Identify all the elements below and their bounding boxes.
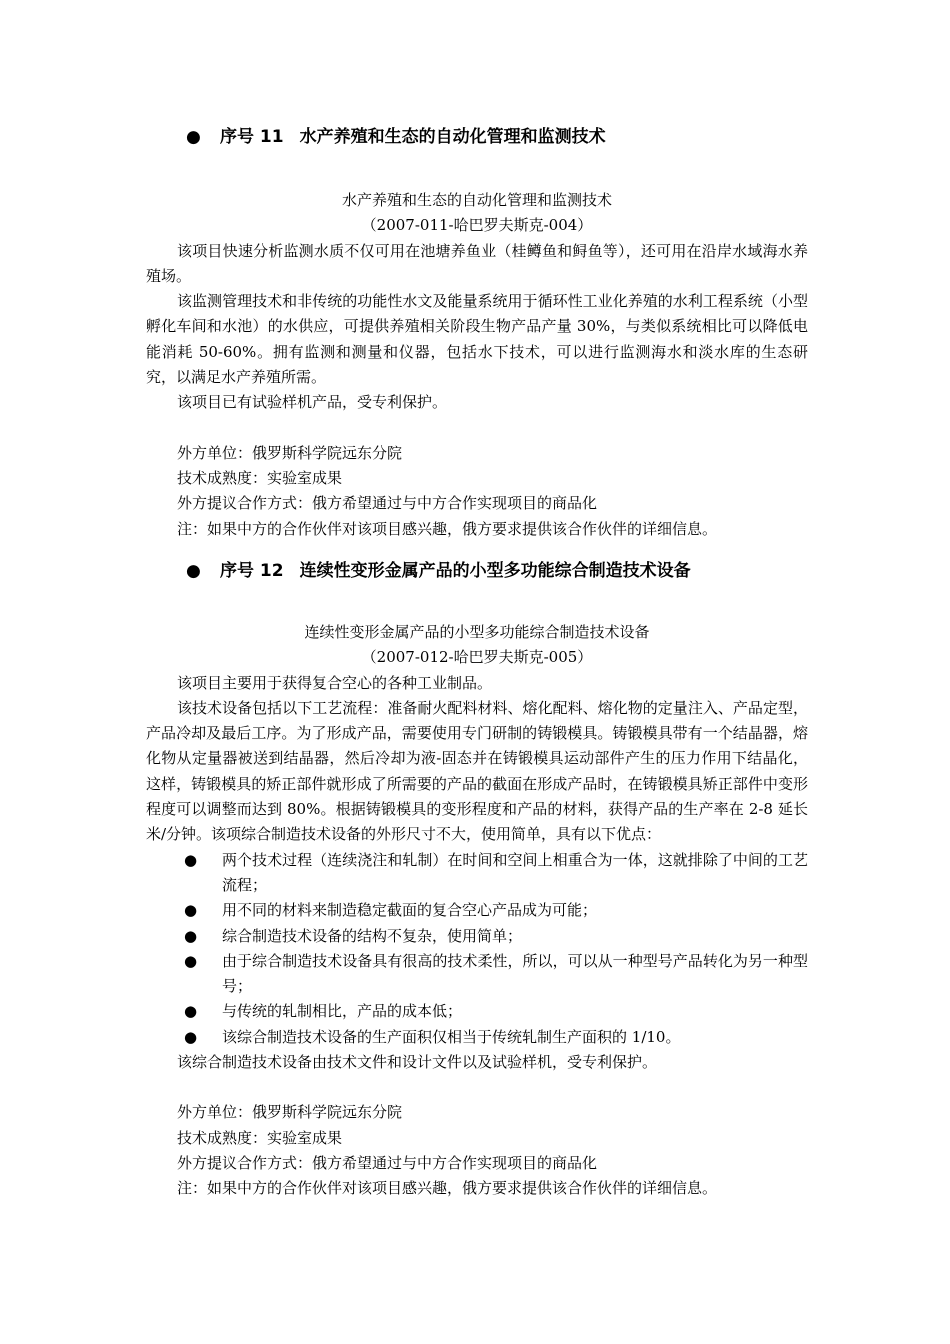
list-item-text: 与传统的轧制相比，产品的成本低； (222, 1002, 463, 1021)
paragraph: 该监测管理技术和非传统的功能性水文及能量系统用于循环性工业化养殖的水利工程系统（小型孵化车间和水池）的水供应，可提供养殖相关阶段生物产品产量 30%，与类似系统相比可以降低电能消耗 50-60%。拥有监测和测量和仪器，包括水下技术，可以进行监测海水和淡水库的生态研究，以满足水产养殖所需。 (146, 292, 808, 387)
list-item (146, 898, 808, 923)
info-line: 外方提议合作方式：俄方希望通过与中方合作实现项目的商品化 (177, 494, 598, 513)
section-number: 序号 11 (220, 127, 284, 147)
bullet-icon: ● (184, 926, 198, 945)
paragraph: 该技术设备包括以下工艺流程：准备耐火配料材料、熔化配料、熔化物的定量注入、产品定型，产品冷却及最后工序。为了形成产品，需要使用专门研制的铸锻模具。铸锻模具带有一个结晶器，熔化物从定量器被送到结晶器，然后冷却为液-固态并在铸锻模具运动部件产生的压力作用下结晶化，这样，铸锻模具的矫正部件就形成了所需要的产品的截面在形成产品时，在铸锻模具矫正部件中变形程度可以调整而达到 80%。根据铸锻模具的变形程度和产品的材料，获得产品的生产率在 2-8 延长米/分钟。该项综合制造技术设备的外形尺寸不大，使用简单，具有以下优点： (146, 698, 808, 844)
project-code: （2007-011-哈巴罗夫斯克-004） (361, 216, 593, 235)
section-body (146, 620, 808, 1202)
bullet-icon: ● (184, 901, 198, 920)
section-heading (186, 560, 826, 582)
info-line: 注：如果中方的合作伙伴对该项目感兴趣，俄方要求提供该合作伙伴的详细信息。 (177, 519, 718, 538)
paragraph: 该项目已有试验样机产品，受专利保护。 (177, 393, 448, 412)
info-line: 外方单位：俄罗斯科学院远东分院 (177, 443, 403, 462)
closing-paragraph: 该综合制造技术设备由技术文件和设计文件以及试验样机，受专利保护。 (177, 1053, 658, 1072)
section-number: 序号 12 (220, 561, 284, 581)
section-body (146, 188, 808, 542)
paragraph: 该项目快速分析监测水质不仅可用在池塘养鱼业（桂鳟鱼和鲟鱼等），还可用在沿岸水域海水养殖场。 (146, 241, 808, 285)
list-item-text: 由于综合制造技术设备具有很高的技术柔性，所以，可以从一种型号产品转化为另一种型号； (222, 951, 808, 996)
bullet-icon: ● (186, 561, 201, 581)
section-heading-text: 水产养殖和生态的自动化管理和监测技术 (299, 127, 606, 147)
section-heading (186, 126, 826, 148)
section-heading-text: 连续性变形金属产品的小型多功能综合制造技术设备 (299, 561, 691, 581)
bullet-icon: ● (186, 127, 201, 147)
info-line: 注：如果中方的合作伙伴对该项目感兴趣，俄方要求提供该合作伙伴的详细信息。 (177, 1179, 718, 1198)
bullet-icon: ● (184, 850, 198, 869)
list-item-text: 用不同的材料来制造稳定截面的复合空心产品成为可能； (222, 901, 598, 920)
info-line: 技术成熟度：实验室成果 (177, 1128, 343, 1147)
list-item-text: 该综合制造技术设备的生产面积仅相当于传统轧制生产面积的 1/10。 (222, 1027, 681, 1046)
project-code: （2007-012-哈巴罗夫斯克-005） (361, 648, 593, 667)
list-item-text: 综合制造技术设备的结构不复杂，使用简单； (222, 926, 523, 945)
list-item-text: 两个技术过程（连续浇注和轧制）在时间和空间上相重合为一体，这就排除了中间的工艺流程； (222, 850, 808, 894)
project-title: 水产养殖和生态的自动化管理和监测技术 (341, 191, 612, 209)
list-item (146, 924, 808, 949)
info-line: 技术成熟度：实验室成果 (177, 468, 343, 487)
list-item (146, 999, 808, 1024)
bullet-icon: ● (184, 1002, 198, 1021)
spacer (146, 1075, 808, 1100)
spacer (146, 416, 808, 441)
bullet-icon: ● (184, 951, 198, 970)
info-line: 外方单位：俄罗斯科学院远东分院 (177, 1103, 403, 1122)
list-item (146, 848, 808, 899)
list-item (146, 949, 808, 1000)
paragraph: 该项目主要用于获得复合空心的各种工业制品。 (177, 673, 493, 692)
bullet-icon: ● (184, 1027, 198, 1046)
project-title: 连续性变形金属产品的小型多功能综合制造技术设备 (304, 623, 650, 641)
list-item (146, 1025, 808, 1050)
info-line: 外方提议合作方式：俄方希望通过与中方合作实现项目的商品化 (177, 1153, 598, 1172)
